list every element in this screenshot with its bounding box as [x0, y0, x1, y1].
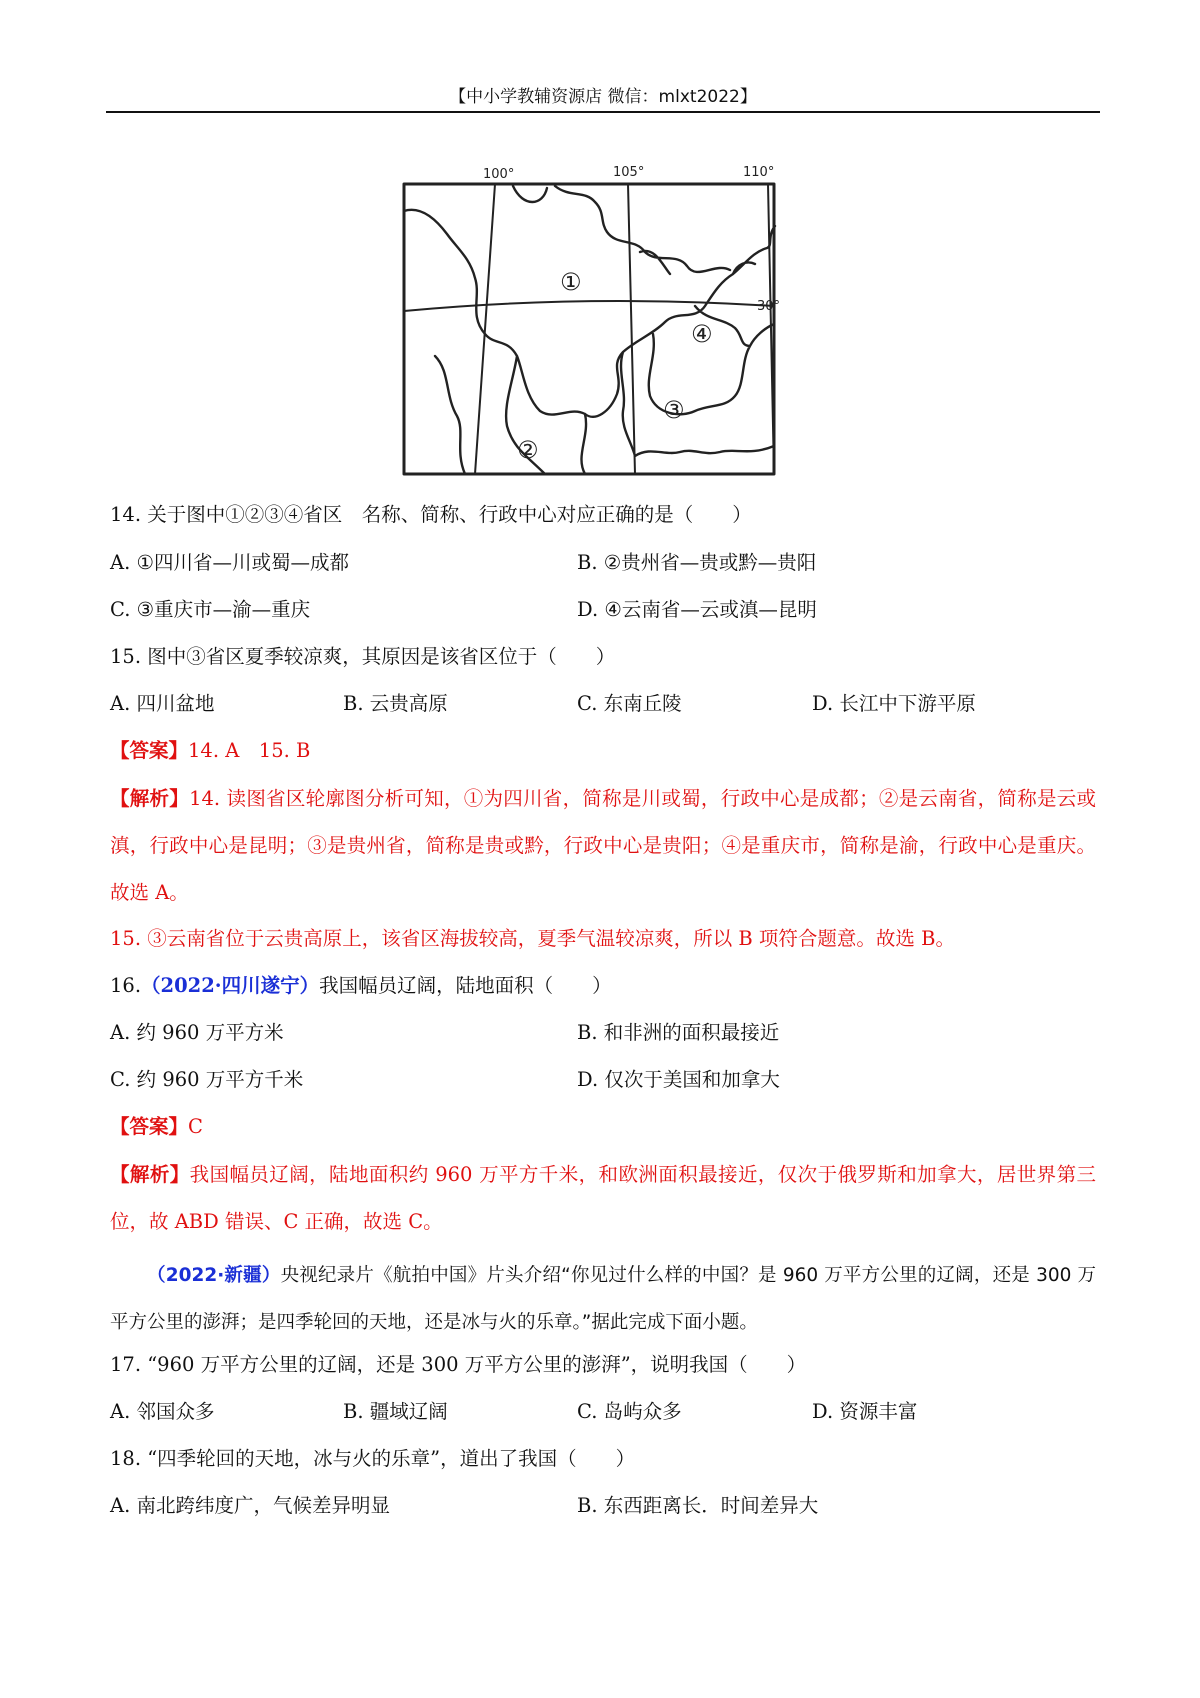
q14-option-b: B. ②贵州省—贵或黔—贵阳 — [577, 551, 817, 574]
intro-source: （2022·新疆） — [147, 1265, 281, 1286]
q18-option-a: A. 南北跨纬度广，气候差异明显 — [110, 1494, 390, 1517]
answer-text: C — [188, 1115, 203, 1138]
question-16-stem — [110, 971, 612, 1001]
answer-label: 【答案】 — [110, 1115, 189, 1138]
page-header: 【中小学教辅资源店 微信：mlxt2022】 — [449, 87, 757, 107]
explanation-text: 14. 读图省区轮廓图分析可知，①为四川省，简称是川或蜀，行政中心是成都；②是云南省，简称是云或滇，行政中心是昆明；③是贵州省，简称是贵或黔，行政中心是贵阳；④是重庆市，简称是渝，行政中心是重庆。故选 A。 — [110, 787, 1096, 904]
q15-option-c: C. 东南丘陵 — [577, 692, 682, 715]
q17-option-c: C. 岛屿众多 — [577, 1400, 682, 1423]
q15-option-a: A. 四川盆地 — [110, 692, 215, 715]
province-outline-map — [395, 156, 785, 478]
explanation-16 — [110, 1151, 1096, 1245]
meridian-100 — [475, 184, 495, 474]
lon-label-105: 105° — [613, 165, 645, 180]
question-18-stem: 18. “四季轮回的天地，冰与火的乐章”，道出了我国（ ） — [110, 1447, 636, 1470]
q15-option-b: B. 云贵高原 — [343, 692, 448, 715]
explanation-text: 我国幅员辽阔，陆地面积约 960 万平方千米，和欧洲面积最接近，仅次于俄罗斯和加拿大，居世界第三位，故 ABD 错误、C 正确，故选 C。 — [110, 1163, 1096, 1233]
question-17-stem: 17. “960 万平方公里的辽阔，还是 300 万平方公里的澎湃”，说明我国（ ） — [110, 1353, 807, 1376]
question-15-stem: 15. 图中③省区夏季较凉爽，其原因是该省区位于（ ） — [110, 645, 616, 668]
explanation-label: 【解析】 — [110, 787, 190, 810]
meridian-105 — [628, 184, 635, 474]
marker-2: ② — [517, 436, 539, 464]
q16-option-d: D. 仅次于美国和加拿大 — [577, 1068, 780, 1091]
question-14-stem: 14. 关于图中①②③④省区 名称、简称、行政中心对应正确的是（ ） — [110, 503, 752, 526]
q15-option-d: D. 长江中下游平原 — [812, 692, 976, 715]
q18-option-b: B. 东西距离长．时间差异大 — [577, 1494, 819, 1517]
marker-1: ① — [560, 268, 582, 296]
q17-option-a: A. 邻国众多 — [110, 1400, 215, 1423]
intro-passage — [110, 1252, 1096, 1346]
answer-14-15 — [110, 736, 310, 766]
answer-label: 【答案】 — [110, 739, 189, 762]
explanation-15: 15. ③云南省位于云贵高原上，该省区海拔较高，夏季气温较凉爽，所以 B 项符合题意。故选 B。 — [110, 927, 955, 950]
answer-16 — [110, 1112, 203, 1142]
explanation-label: 【解析】 — [110, 1163, 190, 1186]
explanation-14 — [110, 775, 1096, 916]
marker-4: ④ — [691, 320, 713, 348]
lon-label-100: 100° — [483, 167, 515, 182]
lat-label-30: 30° — [756, 299, 780, 314]
intro-text: 央视纪录片《航拍中国》片头介绍“你见过什么样的中国？是 960 万平方公里的辽阔，还是 300 万平方公里的澎湃；是四季轮回的天地，还是冰与火的乐章。”据此完成下面小题。 — [110, 1265, 1096, 1333]
q14-option-c: C. ③重庆市—渝—重庆 — [110, 598, 311, 621]
q16-option-a: A. 约 960 万平方米 — [110, 1021, 284, 1044]
q17-option-b: B. 疆域辽阔 — [343, 1400, 448, 1423]
q17-option-d: D. 资源丰富 — [812, 1400, 918, 1423]
answer-text: 14. A 15. B — [188, 739, 311, 762]
q16-option-b: B. 和非洲的面积最接近 — [577, 1021, 780, 1044]
question-16-number: 16. — [110, 974, 142, 997]
q16-option-c: C. 约 960 万平方千米 — [110, 1068, 304, 1091]
province-boundaries — [404, 186, 775, 474]
header-divider — [106, 111, 1100, 113]
marker-3: ③ — [663, 396, 685, 424]
question-16-source: （2022·四川遂宁） — [141, 974, 320, 997]
q14-option-d: D. ④云南省—云或滇—昆明 — [577, 598, 817, 621]
question-16-text: 我国幅员辽阔，陆地面积（ ） — [319, 974, 612, 997]
q14-option-a: A. ①四川省—川或蜀—成都 — [110, 551, 349, 574]
lon-label-110: 110° — [743, 165, 775, 180]
parallel-30 — [404, 301, 774, 311]
